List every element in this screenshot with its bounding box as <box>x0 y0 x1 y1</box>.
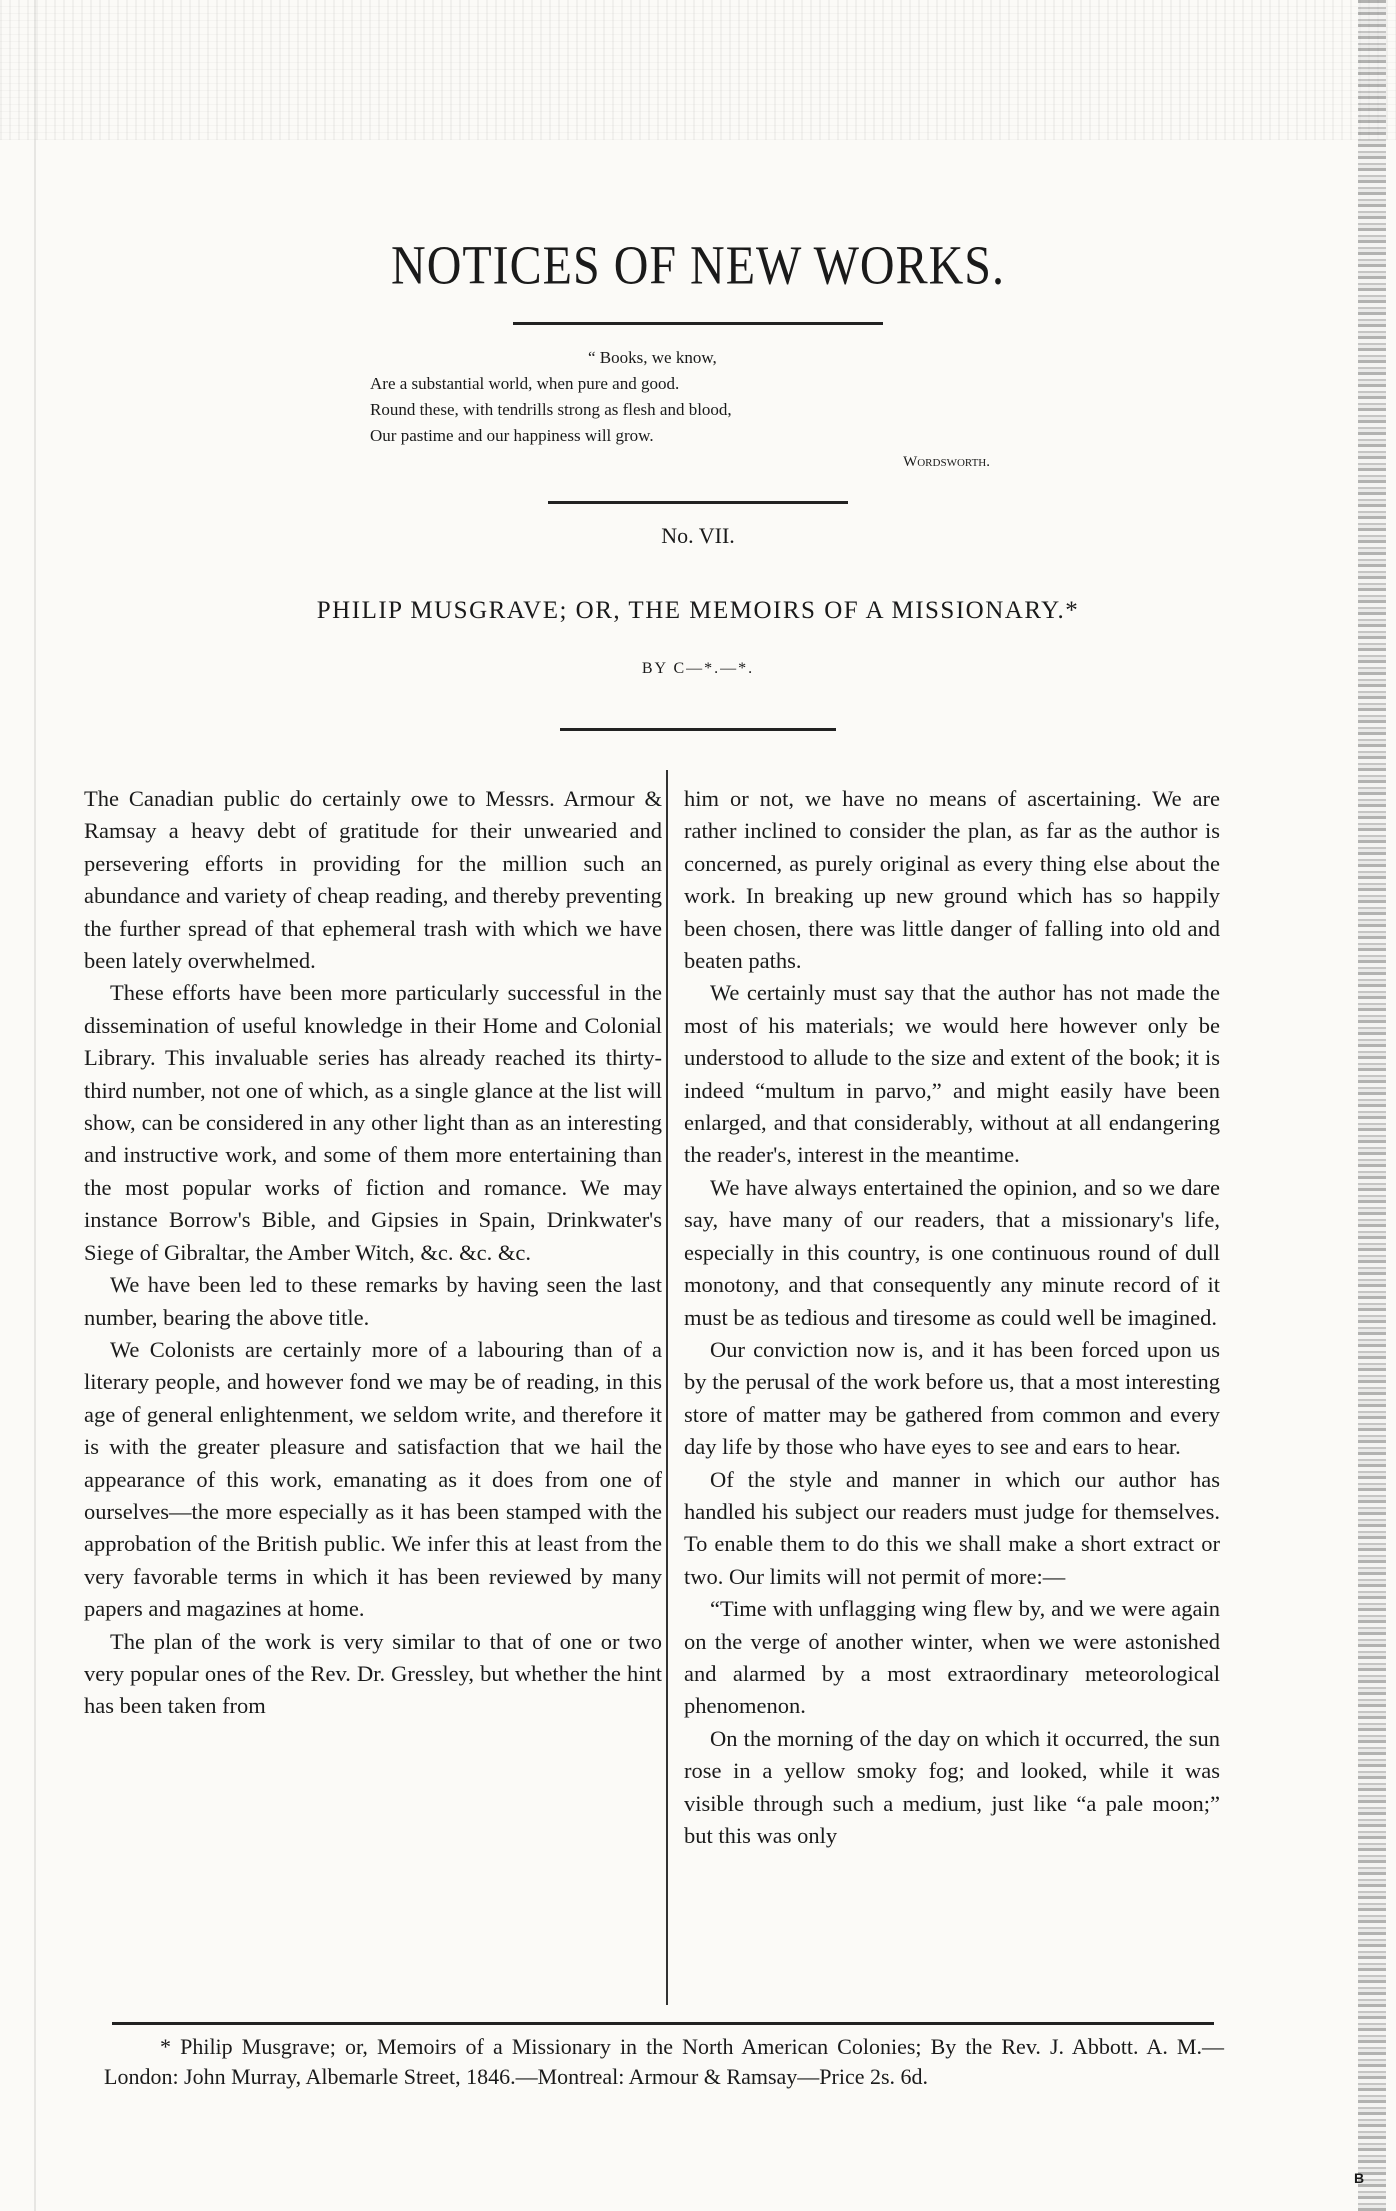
issue-number: No. VII. <box>661 523 735 548</box>
page-title: NOTICES OF NEW WORKS. <box>391 235 1005 296</box>
epigraph-rule <box>548 501 848 504</box>
scan-left-edge <box>34 0 36 2211</box>
paragraph: Our conviction now is, and it has been forced upon us by the perusal of the work before us, that a most interesting store of matter may be gathered from common and every day life by those who have eyes to see and ears to hear. <box>684 1336 1220 1460</box>
paragraph: We have always entertained the opinion, and so we dare say, have many of our readers, that a missionary's life, especially in this country, is one continuous round of dull monotony, and that consequently any minute record of it must be as tedious and tiresome as could well be imagined. <box>684 1174 1220 1330</box>
column-divider <box>666 770 668 2005</box>
paragraph: The plan of the work is very similar to that of one or two very popular ones of the Rev. Dr. Gressley, but whether the hint has been taken from <box>84 1628 662 1719</box>
page-signature-mark: B <box>1354 2170 1365 2186</box>
epigraph-attribution: Wordsworth. <box>903 454 990 470</box>
scan-binding-edge <box>1358 0 1386 2211</box>
title-rule <box>513 322 883 325</box>
paragraph: The Canadian public do certainly owe to Messrs. Armour & Ramsay a heavy debt of gratitude for their unwearied and persevering efforts in providing for the million such an abundance and variety of cheap reading, and thereby preventing the further spread of that ephemeral trash with which we have been lately overwhelmed. <box>84 786 662 974</box>
quoted-paragraph: “Time with unflagging wing flew by, and we were again on the verge of another winter, when we were astonished and alarmed by a most extraordinary meteorological phenomenon. <box>684 1596 1220 1719</box>
paragraph: We Colonists are certainly more of a labouring than of a literary people, and however fond we may be of reading, in this age of general enlightenment, we seldom write, and therefore it is with the greater pleasure and satisfaction that we hail the appearance of this work, emanating as it does from one of ourselves—the more especially as it has been stamped with the approbation of the British public. We infer this at least from the very favorable terms in which it has been reviewed by many papers and magazines at home. <box>84 1336 662 1622</box>
epigraph-line-2: Are a substantial world, when pure and good. <box>370 374 680 393</box>
epigraph-line-4: Our pastime and our happiness will grow. <box>370 426 654 445</box>
quoted-paragraph: On the morning of the day on which it occurred, the sun rose in a yellow smoky fog; and looked, while it was visible through such a medium, just like “a pale moon;” but this was only <box>684 1725 1220 1848</box>
paragraph: These efforts have been more particularly successful in the dissemination of useful knowledge in their Home and Colonial Library. This invaluable series has already reached its thirty-third number, not one of which, as a single glance at the list will show, can be considered in any other light than as an interesting and instructive work, and some of them more entertaining than the most popular works of fiction and romance. We may instance Borrow's Bible, and Gipsies in Spain, Drinkwater's Siege of Gibraltar, the Amber Witch, &c. &c. &c. <box>84 980 662 1265</box>
epigraph-line-1: “ Books, we know, <box>588 348 717 367</box>
right-column <box>684 783 1220 1852</box>
byline-rule <box>560 728 836 731</box>
paragraph: We have been led to these remarks by having seen the last number, bearing the above title. <box>84 1272 662 1330</box>
byline: BY C—*.—*. <box>641 660 755 677</box>
paragraph: Of the style and manner in which our author has handled his subject our readers must judge for themselves. To enable them to do this we shall make a short extract or two. Our limits will not permit of more:— <box>684 1466 1220 1589</box>
scan-noise-top <box>0 0 1396 140</box>
paragraph: him or not, we have no means of ascertaining. We are rather inclined to consider the plan, as far as the author is concerned, as purely original as every thing else about the work. In breaking up new ground which has so happily been chosen, there was little danger of falling into old and beaten paths. <box>684 786 1220 974</box>
paragraph: We certainly must say that the author has not made the most of his materials; we would here however only be understood to allude to the size and extent of the book; it is indeed “multum in parvo,” and might easily have been enlarged, and that considerably, without at all endangering the reader's, interest in the meantime. <box>684 980 1220 1168</box>
article-title: PHILIP MUSGRAVE; OR, THE MEMOIRS OF A MISSIONARY.* <box>316 597 1080 624</box>
footnote-rule <box>112 2022 1214 2025</box>
epigraph <box>370 345 1010 475</box>
left-column <box>84 783 662 1723</box>
epigraph-line-3: Round these, with tendrills strong as flesh and blood, <box>370 400 732 419</box>
footnote: * Philip Musgrave; or, Memoirs of a Missionary in the North American Colonies; By the Rev. J. Abbott. A. M.—London: John Murray, Albemarle Street, 1846.—Montreal: Armour & Ramsay—Price 2s. 6d. <box>104 2034 1224 2089</box>
